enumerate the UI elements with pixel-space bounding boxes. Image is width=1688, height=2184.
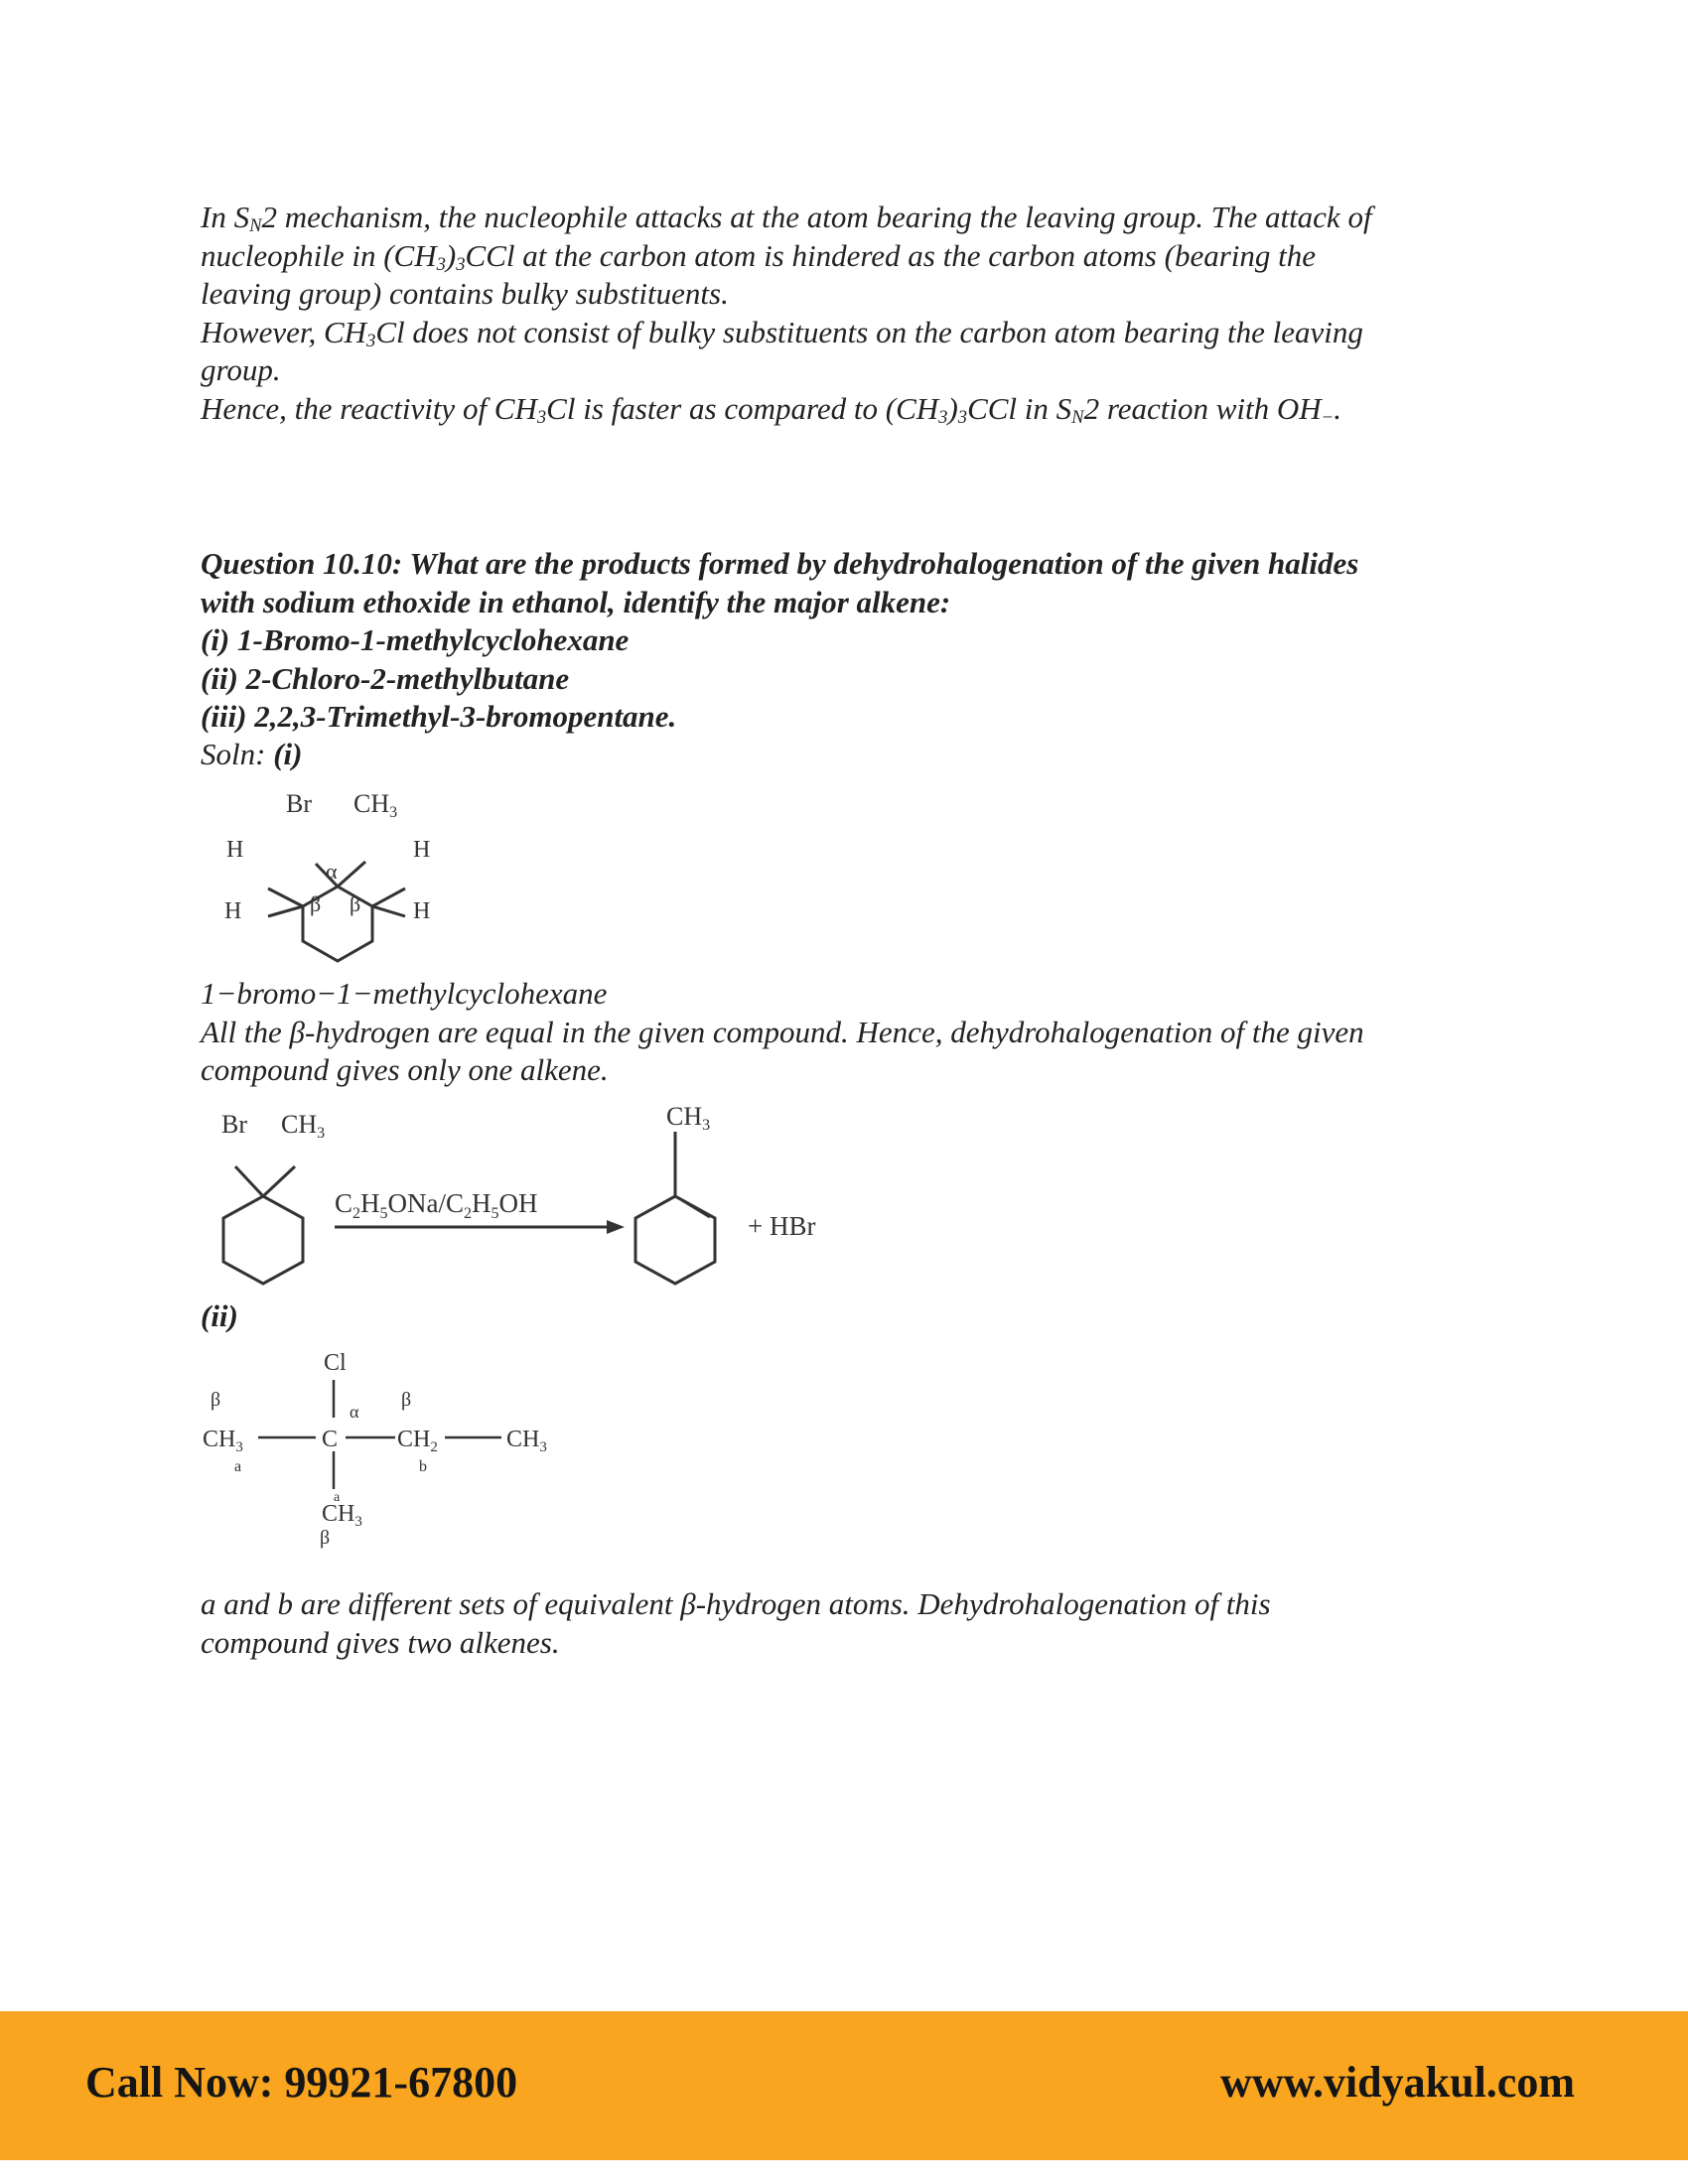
br-label: Br xyxy=(286,789,312,818)
alpha-label: α xyxy=(326,859,338,884)
answer-paragraph xyxy=(201,199,1491,428)
website-link[interactable]: www.vidyakul.com xyxy=(1220,2058,1575,2107)
footer-banner xyxy=(0,2011,1688,2160)
ch3-left-label: $CH_3$ xyxy=(203,1427,243,1455)
beta-label-1: β xyxy=(310,891,322,916)
reactant-ch3-label: CH3 xyxy=(281,1110,326,1142)
a-label-left: a xyxy=(234,1458,242,1475)
h-label-2: H xyxy=(224,898,242,924)
product-ch3-label: CH3 xyxy=(666,1102,711,1134)
solution-label: Soln: (i) xyxy=(201,737,303,771)
question-item-2: (ii) 2-Chloro-2-methylbutane xyxy=(201,660,570,696)
answer-line-5: group. xyxy=(201,352,281,387)
beta-label-a: β xyxy=(211,1389,221,1411)
compound-name: 1−bromo−1−methylcyclohexane xyxy=(201,976,608,1011)
ch2-label: $CH_2$ xyxy=(397,1427,438,1455)
solution-text-1 xyxy=(201,975,1491,1090)
explanation-line-2: compound gives only one alkene. xyxy=(201,1052,609,1087)
b-label: b xyxy=(419,1458,427,1475)
answer-line-1: In $S_N2$ mechanism, the nucleophile attacks at the atom bearing the leaving group. The attack of xyxy=(201,200,1372,236)
h-label-1: H xyxy=(226,837,244,863)
explanation-2-line-1: a and b are different sets of equivalent β-hydrogen atoms. Dehydrohalogenation of this xyxy=(201,1586,1271,1621)
ch3-label: CH3 xyxy=(353,789,398,821)
structure-1-svg xyxy=(199,784,477,963)
structure-2-svg xyxy=(199,1330,596,1559)
answer-line-3: leaving group) contains bulky substituents. xyxy=(201,276,729,311)
answer-line-6: Hence, the reactivity of $CH_3Cl$ is faster as compared to $(CH_3)_3CCl$ in $S_N2$ reaction with $OH_-$. xyxy=(201,390,1341,428)
call-now-text: Call Now: 99921-67800 xyxy=(85,2058,518,2107)
figure-chloromethylbutane xyxy=(199,1330,596,1559)
cl-label: Cl xyxy=(324,1350,347,1376)
h-label-4: H xyxy=(413,898,431,924)
figure-bromomethylcyclohexane xyxy=(199,784,477,963)
reaction-arrowhead xyxy=(607,1220,625,1234)
part-ii-label: (ii) xyxy=(201,1298,238,1333)
question-block xyxy=(201,545,1491,737)
answer-line-2: nucleophile in $(CH_3)_3CCl$ at the carbon atom is hindered as the carbon atoms (bearing the xyxy=(201,237,1316,275)
plus-hbr-label: + HBr xyxy=(748,1211,816,1241)
solution-text-2 xyxy=(201,1585,1491,1662)
reaction-svg xyxy=(204,1097,879,1296)
alpha-label-c: α xyxy=(350,1402,359,1422)
question-item-3: (iii) 2,2,3-Trimethyl-3-bromopentane. xyxy=(201,699,677,734)
question-line-2: with sodium ethoxide in ethanol, identify the major alkene: xyxy=(201,584,951,619)
reagent-label: $C_2H_5ONa/C_2H_5OH$ xyxy=(335,1188,538,1222)
h-label-3: H xyxy=(413,837,431,863)
explanation-line-1: All the β-hydrogen are equal in the given compound. Hence, dehydrohalogenation of the given xyxy=(201,1014,1364,1049)
beta-label-bottom: β xyxy=(320,1527,331,1549)
beta-label-2: β xyxy=(350,891,361,916)
reactant-br-label: Br xyxy=(221,1110,247,1139)
question-line-1: Question 10.10: What are the products formed by dehydrohalogenation of the given halides xyxy=(201,546,1359,581)
ch3-bottom-label: $CH_3$ xyxy=(322,1501,362,1530)
question-item-1: (i) 1-Bromo-1-methylcyclohexane xyxy=(201,622,630,657)
ch3-right-label: $CH_3$ xyxy=(506,1427,547,1455)
explanation-2-line-2: compound gives two alkenes. xyxy=(201,1624,560,1660)
beta-label-b: β xyxy=(401,1389,412,1411)
answer-line-4: However, $CH_3Cl$ does not consist of bulky substituents on the carbon atom bearing the leaving xyxy=(201,314,1363,351)
central-c-label: C xyxy=(322,1427,339,1452)
figure-elimination-reaction xyxy=(204,1097,879,1296)
a-label-bottom: a xyxy=(334,1490,341,1505)
